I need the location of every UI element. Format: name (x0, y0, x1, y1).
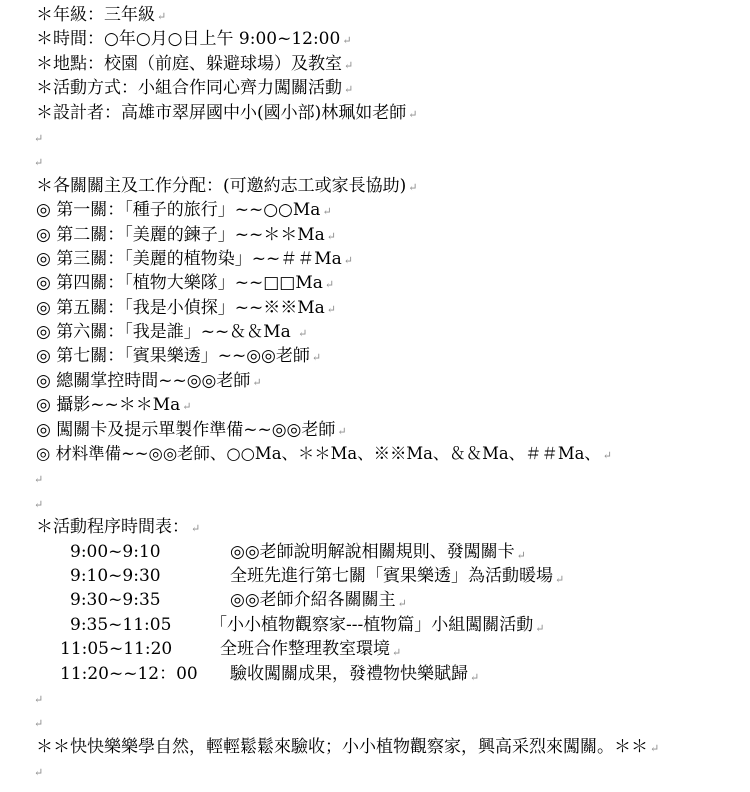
paragraph-mark-icon: ↵ (343, 253, 353, 267)
time-text: ＊時間：○年○月○日上午 9:00~12:00 (36, 29, 341, 50)
schedule-desc: ◎◎老師介紹各關關主 ↵ (230, 590, 407, 611)
slogan-text: ＊＊快快樂樂學自然，輕輕鬆鬆來驗收；小小植物觀察家，興高采烈來闖關。＊＊ (36, 736, 648, 757)
empty-line (36, 759, 750, 783)
paragraph-mark-icon: ↵ (650, 741, 660, 755)
schedule-time: 9:35~11:05 (70, 614, 172, 635)
paragraph-mark-icon: ↵ (311, 351, 322, 365)
paragraph-mark-icon: ↵ (470, 670, 480, 684)
schedule-time: 11:05~11:20 (60, 639, 173, 660)
station-item-text: ◎ 第六關：「我是誰」~~＆＆Ma (36, 322, 297, 343)
station-item (36, 223, 750, 247)
schedule-heading (36, 515, 750, 539)
designer-line (36, 101, 750, 125)
station-item-text: ◎ 攝影~~＊＊Ma (36, 395, 181, 416)
paragraph-mark-icon: ↵ (602, 449, 612, 463)
station-item-text: ◎ 第三關：「美麗的植物染」~~＃＃Ma (36, 248, 342, 269)
paragraph-mark-icon: ↵ (408, 180, 418, 194)
method-line (36, 76, 750, 100)
paragraph-mark-icon: ↵ (397, 597, 407, 611)
place-line (36, 52, 750, 76)
paragraph-mark-icon: ↵ (322, 205, 332, 219)
schedule-row (36, 637, 750, 661)
empty-line (36, 466, 750, 490)
schedule-row (36, 588, 750, 612)
paragraph-mark-icon: ↵ (337, 424, 347, 438)
station-item-text: ◎ 第二關：「美麗的鍊子」~~＊＊Ma (36, 224, 325, 245)
station-item-text: ◎ 材料準備~~◎◎老師、○○Ma、＊＊Ma、※※Ma、＆＆Ma、＃＃Ma、 (36, 444, 601, 464)
station-item-text: ◎ 總關掌控時間~~◎◎老師 (36, 370, 251, 391)
paragraph-mark-icon: ↵ (34, 692, 44, 706)
paragraph-mark-icon: ↵ (157, 10, 167, 23)
stations-heading-text: ＊各關關主及工作分配：(可邀約志工或家長協助) (36, 175, 407, 196)
paragraph-mark-icon: ↵ (392, 646, 402, 660)
schedule-desc: ◎◎老師說明解說相關規則、發闖關卡 ↵ (230, 541, 526, 562)
station-item-text: ◎ 闖關卡及提示單製作準備~~◎◎老師 (36, 419, 336, 440)
station-item (36, 442, 750, 466)
schedule-time: 9:10~9:30 (70, 565, 161, 586)
empty-line (36, 149, 750, 173)
schedule-desc: 驗收闖關成果，發禮物快樂賦歸 ↵ (230, 663, 480, 684)
station-item (36, 198, 750, 222)
station-item (36, 271, 750, 295)
station-item (36, 344, 750, 368)
station-item-text: ◎ 第七關：「賓果樂透」~~◎◎老師 (36, 346, 310, 367)
station-item (36, 296, 750, 320)
schedule-row (36, 613, 750, 637)
paragraph-mark-icon: ↵ (34, 766, 44, 780)
schedule-row (36, 540, 750, 564)
paragraph-mark-icon: ↵ (324, 278, 335, 292)
paragraph-mark-icon: ↵ (34, 473, 44, 487)
schedule-time: 9:00~9:10 (70, 541, 161, 562)
place-text: ＊地點：校園（前庭、躲避球場）及教室 (36, 53, 342, 74)
slogan-line (36, 735, 750, 759)
paragraph-mark-icon: ↵ (326, 302, 336, 316)
paragraph-mark-icon: ↵ (344, 83, 354, 97)
paragraph-mark-icon: ↵ (34, 131, 44, 145)
paragraph-mark-icon: ↵ (326, 229, 336, 243)
paragraph-mark-icon: ↵ (298, 327, 308, 341)
grade-line (36, 3, 750, 27)
schedule-time: 9:30~9:35 (70, 590, 161, 611)
empty-line (36, 491, 750, 515)
time-line (36, 27, 750, 51)
paragraph-mark-icon: ↵ (34, 497, 44, 511)
method-text: ＊活動方式：小組合作同心齊力闖關活動 (36, 78, 342, 99)
paragraph-mark-icon: ↵ (535, 621, 545, 635)
paragraph-mark-icon: ↵ (252, 375, 262, 389)
grade-text: ＊年級：三年級 (36, 5, 155, 25)
station-item (36, 247, 750, 271)
empty-line (36, 710, 750, 734)
schedule-heading-text: ＊活動程序時間表： (36, 517, 189, 538)
schedule-desc: 全班合作整理教室環境 ↵ (220, 639, 402, 660)
station-item-text: ◎ 第四關：「植物大樂隊」~~□□Ma (36, 273, 323, 294)
paragraph-mark-icon: ↵ (191, 522, 201, 536)
schedule-row (36, 662, 750, 686)
station-item (36, 369, 750, 393)
paragraph-mark-icon: ↵ (555, 572, 565, 586)
station-item (36, 393, 750, 417)
station-item-text: ◎ 第五關：「我是小偵探」~~※※Ma (36, 297, 325, 318)
station-item-text: ◎ 第一關：「種子的旅行」~~○○Ma (36, 200, 321, 221)
designer-text: ＊設計者：高雄市翠屏國中小(國小部)林珮如老師 (36, 102, 407, 123)
empty-line (36, 125, 750, 149)
schedule-time: 11:20~~12：00 (60, 663, 198, 684)
paragraph-mark-icon: ↵ (516, 548, 526, 562)
stations-heading (36, 174, 750, 198)
schedule-row (36, 564, 750, 588)
station-item (36, 418, 750, 442)
paragraph-mark-icon: ↵ (344, 58, 354, 72)
paragraph-mark-icon: ↵ (408, 107, 418, 121)
empty-line (36, 686, 750, 710)
paragraph-mark-icon: ↵ (182, 400, 192, 414)
schedule-desc: 全班先進行第七關「賓果樂透」為活動暖場 ↵ (230, 565, 565, 586)
paragraph-mark-icon: ↵ (34, 156, 44, 170)
schedule-desc: 「小小植物觀察家---植物篇」小組闖關活動 ↵ (210, 614, 545, 635)
station-item (36, 320, 750, 344)
paragraph-mark-icon: ↵ (34, 717, 44, 731)
paragraph-mark-icon: ↵ (342, 34, 352, 48)
